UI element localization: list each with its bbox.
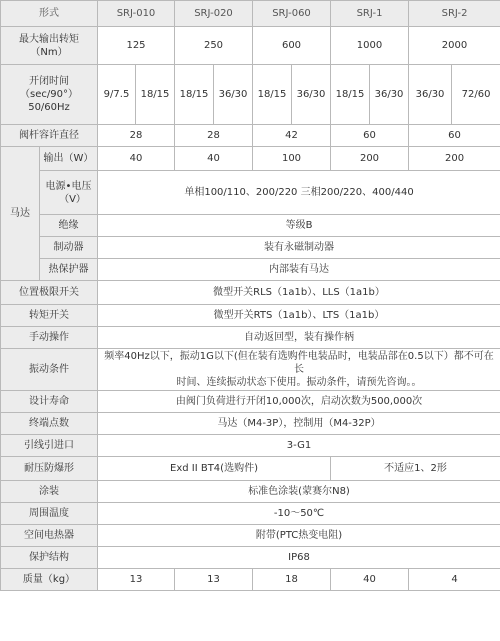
paint-value: 标准色涂装(蒙赛尔N8)	[98, 481, 500, 503]
motor-protector-label: 热保护器	[40, 259, 98, 281]
time-label-line3: 50/60Hz	[28, 102, 70, 113]
torque-cell: 250	[175, 27, 253, 65]
torque-cell: 1000	[331, 27, 409, 65]
vibration-row	[1, 349, 500, 391]
header-label: 形式	[1, 1, 98, 27]
time-cell: 18/15	[136, 65, 175, 125]
stem-row	[1, 125, 500, 147]
time-cell: 36/30	[292, 65, 331, 125]
ambient-value: -10～50℃	[98, 503, 500, 525]
stem-label: 阀杆容许直径	[1, 125, 98, 147]
heater-label: 空间电热器	[1, 525, 98, 547]
terminal-row	[1, 413, 500, 435]
time-label-line1: 开闭时间	[29, 76, 69, 87]
motor-insulation-value: 等级B	[98, 215, 500, 237]
protection-value: IP68	[98, 547, 500, 569]
motor-power-row	[1, 171, 500, 215]
motor-brake-label: 制动器	[40, 237, 98, 259]
time-cell: 36/30	[409, 65, 452, 125]
explosion-value-a: Exd II BT4(选购件)	[98, 457, 331, 481]
stem-cell: 60	[409, 125, 500, 147]
terminal-value: 马达（M4-3P），控制用（M4-32P）	[98, 413, 500, 435]
motor-power-label-line2: （V）	[59, 193, 86, 205]
motor-output-cell: 40	[175, 147, 253, 171]
time-cell: 18/15	[331, 65, 370, 125]
stem-cell: 28	[98, 125, 175, 147]
model-srj-2: SRJ-2	[409, 1, 500, 27]
mass-cell: 13	[175, 569, 253, 591]
life-value: 由阀门负荷进行开闭10,000次，启动次数为500,000次	[98, 391, 500, 413]
cable-value: 3-G1	[98, 435, 500, 457]
mass-cell: 40	[331, 569, 409, 591]
manual-value: 自动返回型，装有操作柄	[98, 327, 500, 349]
model-srj-010: SRJ-010	[98, 1, 175, 27]
limit-switch-value: 微型开关RLS（1a1b）、LLS（1a1b）	[98, 281, 500, 305]
time-cell: 36/30	[214, 65, 253, 125]
time-cell: 18/15	[253, 65, 292, 125]
explosion-label: 耐压防爆形	[1, 457, 98, 481]
time-cell: 72/60	[452, 65, 500, 125]
heater-value: 附带(PTC热变电阻)	[98, 525, 500, 547]
stem-cell: 60	[331, 125, 409, 147]
time-cell: 9/7.5	[98, 65, 136, 125]
motor-insulation-row	[1, 215, 500, 237]
explosion-row	[1, 457, 500, 481]
motor-power-label-line1: 电源•电压	[45, 180, 92, 192]
header-row	[1, 1, 500, 27]
torque-cell: 2000	[409, 27, 500, 65]
motor-insulation-label: 绝缘	[40, 215, 98, 237]
model-srj-060: SRJ-060	[253, 1, 331, 27]
protection-row	[1, 547, 500, 569]
ambient-row	[1, 503, 500, 525]
mass-cell: 4	[409, 569, 500, 591]
manual-row	[1, 327, 500, 349]
stem-cell: 42	[253, 125, 331, 147]
stem-cell: 28	[175, 125, 253, 147]
time-label	[1, 65, 98, 125]
motor-protector-value: 内部装有马达	[98, 259, 500, 281]
time-cell: 36/30	[370, 65, 409, 125]
torque-label	[1, 27, 98, 65]
mass-cell: 13	[98, 569, 175, 591]
mass-cell: 18	[253, 569, 331, 591]
life-label: 设计寿命	[1, 391, 98, 413]
mass-row	[1, 569, 500, 591]
time-label-line2: （sec/90°）	[20, 89, 78, 100]
heater-row	[1, 525, 500, 547]
cable-row	[1, 435, 500, 457]
vibration-line2: 时间、连续振动状态下使用。振动条件，请预先咨询。。	[176, 377, 422, 388]
motor-brake-value: 装有永磁制动器	[98, 237, 500, 259]
torque-cell: 600	[253, 27, 331, 65]
vibration-label: 振动条件	[1, 349, 98, 391]
motor-output-cell: 40	[98, 147, 175, 171]
limit-switch-label: 位置极限开关	[1, 281, 98, 305]
motor-brake-row	[1, 237, 500, 259]
time-row	[1, 65, 500, 125]
ambient-label: 周围温度	[1, 503, 98, 525]
life-row	[1, 391, 500, 413]
explosion-value-b: 不适应1、2形	[331, 457, 500, 481]
motor-power-value: 单相100/110、200/220 三相200/220、400/440	[98, 171, 500, 215]
model-srj-020: SRJ-020	[175, 1, 253, 27]
limit-switch-row	[1, 281, 500, 305]
mass-label: 质量（kg）	[1, 569, 98, 591]
cable-label: 引线引进口	[1, 435, 98, 457]
torque-label-line2: （Nm）	[30, 46, 68, 58]
motor-power-label	[40, 171, 98, 215]
motor-output-cell: 200	[409, 147, 500, 171]
motor-label: 马达	[1, 147, 40, 281]
torque-row	[1, 27, 500, 65]
model-srj-1: SRJ-1	[331, 1, 409, 27]
torque-label-line1: 最大输出转矩	[19, 33, 79, 45]
protection-label: 保护结构	[1, 547, 98, 569]
torque-switch-row	[1, 305, 500, 327]
terminal-label: 终端点数	[1, 413, 98, 435]
time-cell: 18/15	[175, 65, 214, 125]
motor-output-row	[1, 147, 500, 171]
motor-protector-row	[1, 259, 500, 281]
vibration-value	[98, 349, 500, 391]
torque-switch-label: 转矩开关	[1, 305, 98, 327]
motor-output-cell: 100	[253, 147, 331, 171]
motor-output-label: 输出（W）	[40, 147, 98, 171]
vibration-line1: 频率40Hz以下，振动1G以下(但在装有选购件电装品时，电装品部在0.5以下）都不可在长	[104, 351, 494, 375]
paint-row	[1, 481, 500, 503]
paint-label: 涂装	[1, 481, 98, 503]
torque-switch-value: 微型开关RTS（1a1b）、LTS（1a1b）	[98, 305, 500, 327]
manual-label: 手动操作	[1, 327, 98, 349]
torque-cell: 125	[98, 27, 175, 65]
motor-output-cell: 200	[331, 147, 409, 171]
